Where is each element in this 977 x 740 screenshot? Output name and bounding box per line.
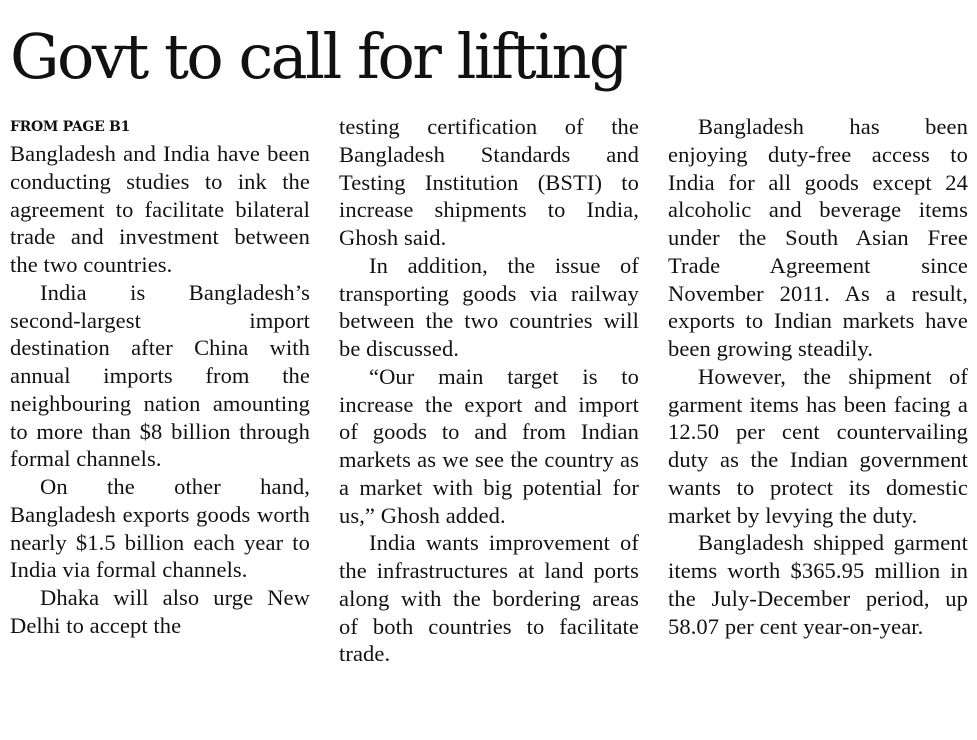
- article-paragraph: India wants improvement of the infrastructures at land ports along with the bordering areas of both countries to facilitate trade.: [339, 530, 639, 667]
- article-headline: Govt to call for lifting: [10, 20, 627, 93]
- article-paragraph: However, the shipment of garment items has been facing a 12.50 per cent countervailing duty as the Indian government wants to protect its domestic market by levying the duty.: [668, 363, 968, 528]
- article-paragraph: In addition, the issue of transporting goods via railway between the two countries will be discussed.: [339, 252, 639, 361]
- article-paragraph: Bangladesh has been enjoying duty-free access to India for all goods except 24 alcoholic and beverage items under the South Asian Free Trade Agreement since November 2011. As a result, exports to Indian markets have been growing steadily.: [668, 114, 968, 361]
- article-paragraph: Dhaka will also urge New Delhi to accept the: [10, 585, 310, 638]
- article-paragraph: On the other hand, Bangladesh exports goods worth nearly $1.5 billion each year to India via formal channels.: [10, 474, 310, 583]
- article-paragraph: Bangladesh and India have been conducting studies to ink the agreement to facilitate bilateral trade and investment between the two countries.: [10, 141, 310, 277]
- article-paragraph: testing certification of the Bangladesh Standards and Testing Institution (BSTI) to increase shipments to India, Ghosh said.: [339, 114, 639, 250]
- article-column-3: [668, 113, 968, 640]
- article-column-2: [339, 113, 639, 668]
- continuation-kicker: FROM PAGE B1: [10, 119, 130, 135]
- article-column-1: [10, 113, 310, 640]
- article-paragraph: Bangladesh shipped garment items worth $365.95 million in the July-December period, up 58.07 per cent year-on-year.: [668, 530, 968, 639]
- article-paragraph: “Our main target is to increase the export and import of goods to and from Indian markets as we see the country as a market with big potential for us,” Ghosh added.: [339, 363, 639, 528]
- article-paragraph: India is Bangladesh’s second-largest import destination after China with annual imports from the neighbouring nation amounting to more than $8 billion through formal channels.: [10, 279, 310, 472]
